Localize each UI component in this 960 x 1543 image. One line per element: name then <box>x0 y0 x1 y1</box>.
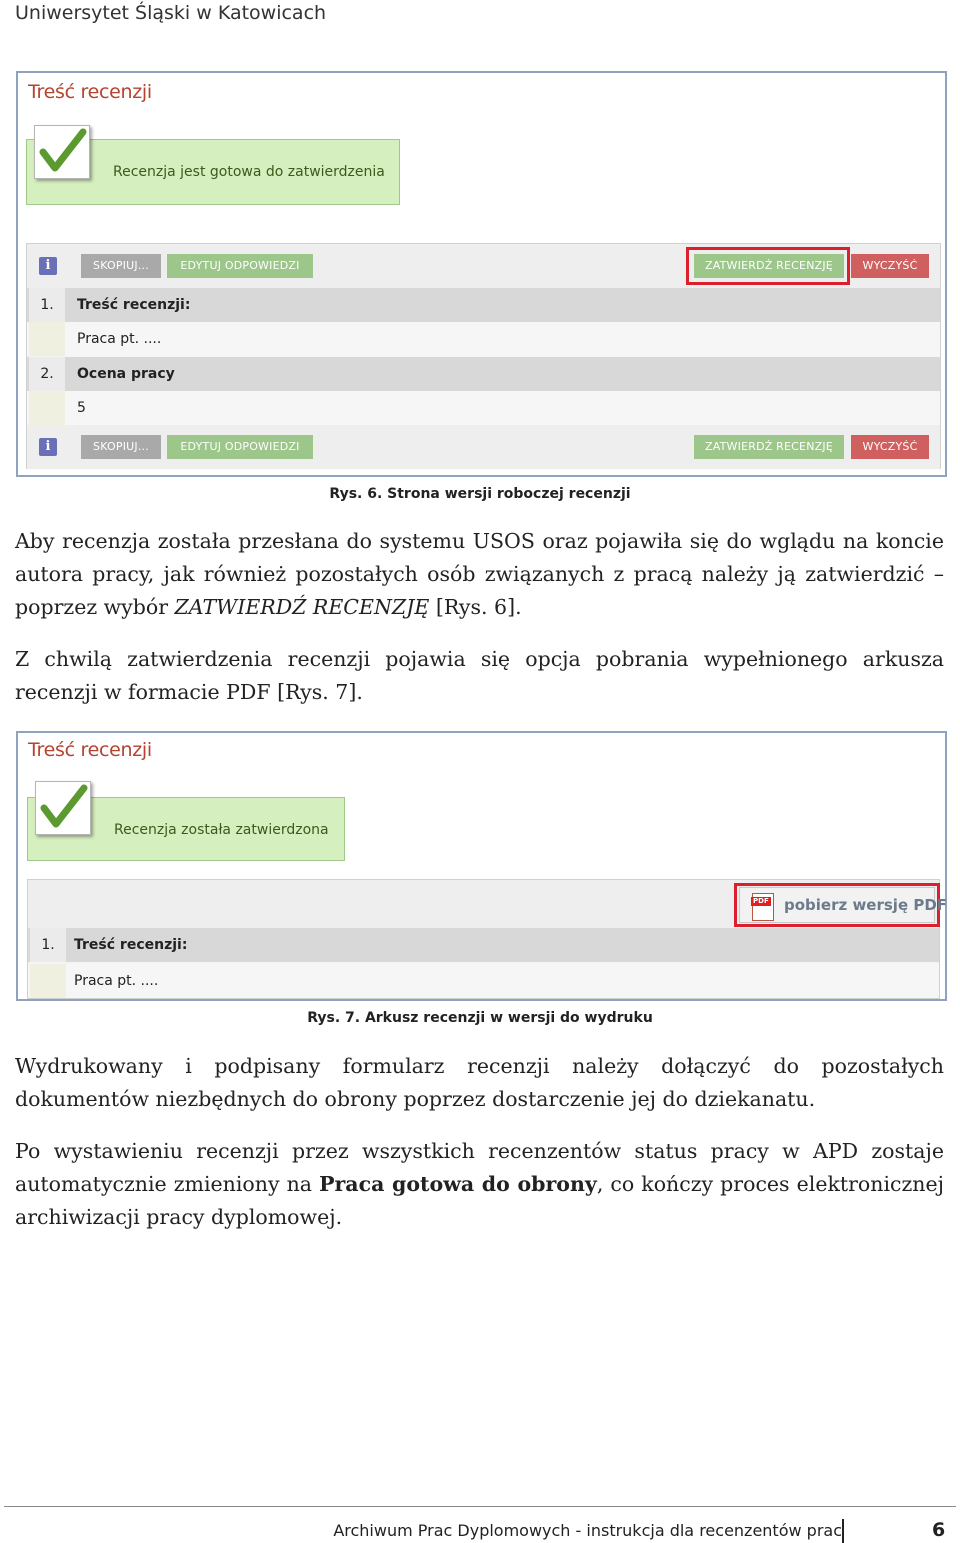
approve-review-button[interactable]: ZATWIERDŹ RECENZJĘ <box>694 435 844 459</box>
info-icon[interactable]: i <box>39 257 57 275</box>
paragraph-status-end: , co kończy proces elektronicznej archiwizacji pracy dyplomowej. <box>15 1172 944 1229</box>
answer-row <box>28 964 939 998</box>
paragraph-approve-text: Aby recenzja została przesłana do systemu USOS oraz pojawiła się do wglądu na koncie autora pracy, jak również pozostałych osób związanych z pracą należy ją zatwierdzić – poprzez wybór <box>15 529 944 619</box>
question-row <box>27 288 940 322</box>
figure-6-screenshot <box>16 71 947 477</box>
question-number: 1. <box>30 928 66 962</box>
review-content-title: Treść recenzji <box>28 81 152 103</box>
copy-button[interactable]: SKOPIUJ... <box>81 254 161 278</box>
question-number: 2. <box>29 357 65 391</box>
figure-7-caption: Rys. 7. Arkusz recenzji w wersji do wydruku <box>307 1010 653 1026</box>
question-label: Ocena pracy <box>77 366 175 382</box>
question-row <box>27 357 940 391</box>
download-pdf-label: pobierz wersję PDF <box>784 896 948 914</box>
approved-review-panel <box>27 879 948 999</box>
info-icon[interactable]: i <box>39 438 57 456</box>
answer-text: Praca pt. .... <box>74 973 159 989</box>
answer-spacer <box>30 964 66 998</box>
review-content-title: Treść recenzji <box>28 739 152 761</box>
edit-answers-button[interactable]: EDYTUJ ODPOWIEDZI <box>167 435 313 459</box>
checkmark-icon <box>34 125 90 179</box>
status-text: Recenzja została zatwierdzona <box>114 822 329 838</box>
answer-spacer <box>29 322 65 356</box>
clear-button[interactable]: WYCZYŚĆ <box>851 254 929 278</box>
status-text: Recenzja jest gotowa do zatwierdzenia <box>113 164 385 180</box>
approve-review-button[interactable]: ZATWIERDŹ RECENZJĘ <box>694 254 844 278</box>
footer-separator <box>842 1519 844 1543</box>
figure-7-screenshot <box>16 731 947 1001</box>
answer-row <box>27 322 940 356</box>
question-number: 1. <box>29 288 65 322</box>
answer-text: 5 <box>77 400 86 416</box>
pdf-icon-text: PDF <box>753 897 769 905</box>
checkmark-icon <box>35 781 91 835</box>
paragraph-pdf: Z chwilą zatwierdzenia recenzji pojawia się opcja pobrania wypełnionego arkusza recenzji w formacie PDF [Rys. 7]. <box>15 647 944 704</box>
paragraph-status-text: Po wystawieniu recenzji przez wszystkich recenzentów status pracy w APD zostaje automatycznie zmieniony na <box>15 1139 944 1196</box>
page-number: 6 <box>932 1519 946 1541</box>
pdf-file-icon <box>752 893 774 921</box>
copy-button[interactable]: SKOPIUJ... <box>81 435 161 459</box>
question-label: Treść recenzji: <box>74 937 188 953</box>
footer-title: Archiwum Prac Dyplomowych - instrukcja dla recenzentów prac <box>333 1521 842 1540</box>
status-ready-emphasis: Praca gotowa do obrony <box>319 1172 597 1196</box>
paragraph-status <box>15 1135 944 1234</box>
paragraph-approve <box>15 525 944 624</box>
answer-row <box>27 391 940 425</box>
answer-text: Praca pt. .... <box>77 331 162 347</box>
question-row <box>28 928 939 962</box>
approve-highlight-frame <box>686 247 850 285</box>
figure-6-caption: Rys. 6. Strona wersji roboczej recenzji <box>329 486 631 502</box>
approve-review-emphasis: ZATWIERDŹ RECENZJĘ <box>174 595 430 619</box>
question-label: Treść recenzji: <box>77 297 191 313</box>
header-university: Uniwersytet Śląski w Katowicach <box>15 2 327 24</box>
download-pdf-button[interactable] <box>739 887 948 923</box>
bottom-toolbar <box>27 425 940 469</box>
review-panel <box>26 243 941 469</box>
clear-button[interactable]: WYCZYŚĆ <box>851 435 929 459</box>
edit-answers-button[interactable]: EDYTUJ ODPOWIEDZI <box>167 254 313 278</box>
paragraph-print: Wydrukowany i podpisany formularz recenzji należy dołączyć do pozostałych dokumentów niezbędnych do obrony poprzez dostarczenie jej do dziekanatu. <box>15 1054 944 1111</box>
top-toolbar <box>27 244 940 288</box>
answer-spacer <box>29 391 65 425</box>
footer-divider <box>4 1506 956 1507</box>
paragraph-approve-ref: [Rys. 6]. <box>429 595 522 619</box>
